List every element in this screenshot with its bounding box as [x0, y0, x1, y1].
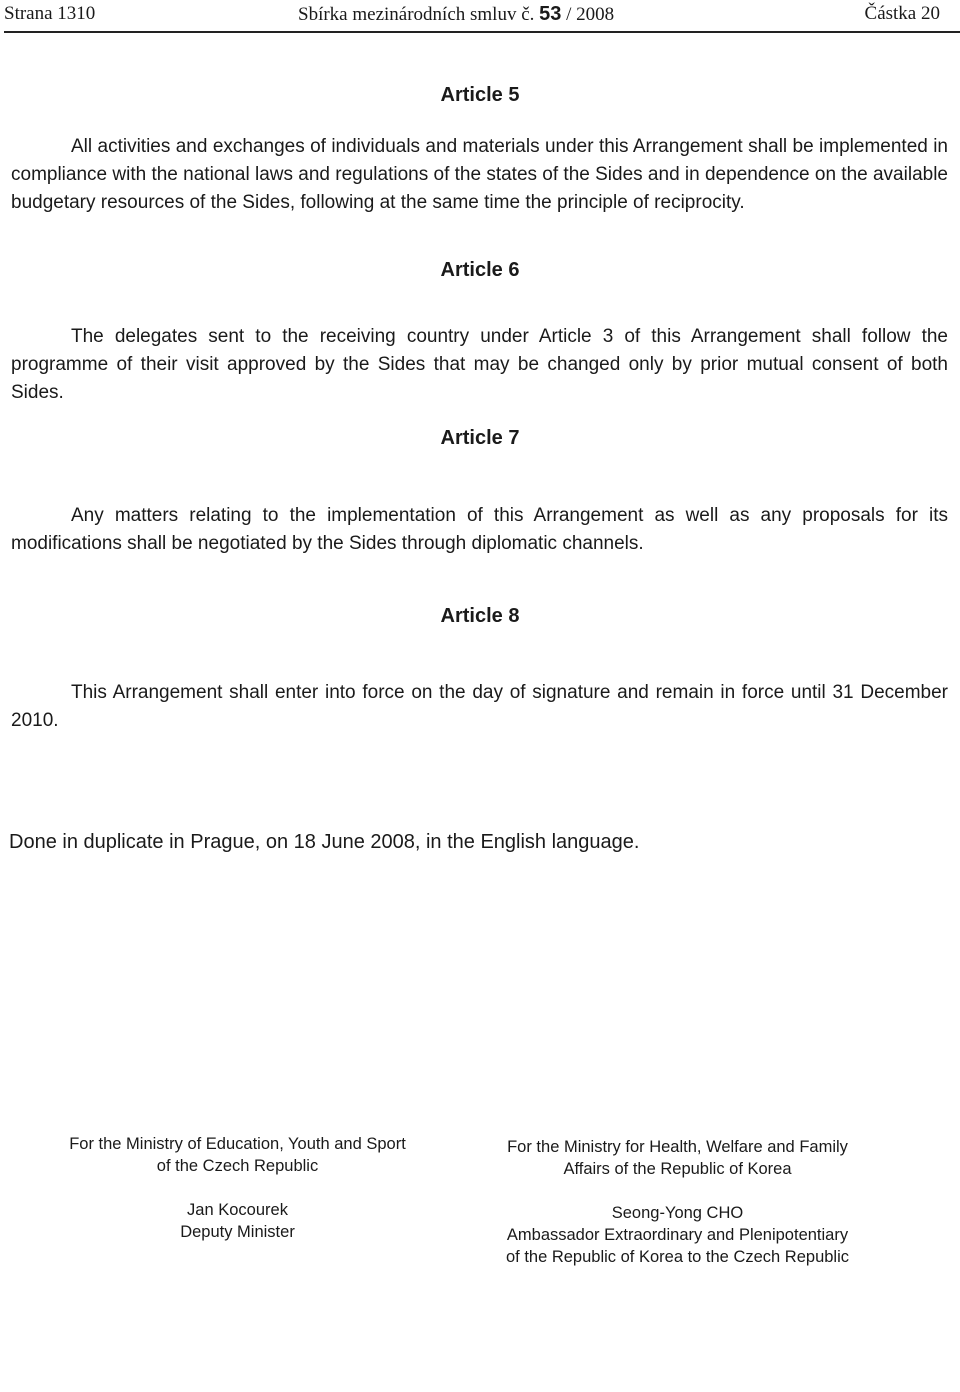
article-5-heading: Article 5 [440, 84, 520, 106]
signatory-title-cont: of the Republic of Korea to the Czech Republic [505, 1248, 850, 1266]
collection-year: / 2008 [566, 4, 615, 25]
article-5-body: All activities and exchanges of individuals and materials under this Arrangement shall be implemented in compliance with the national laws and regulations of the states of the Sides and in dependence on the available budgetary resources of the Sides, following at the same time the principle of reciprocity. [11, 136, 948, 213]
closing-statement: Done in duplicate in Prague, on 18 June 2008, in the English language. [9, 831, 640, 853]
signatory-ministry: For the Ministry of Education, Youth and Sport [69, 1135, 406, 1153]
article-8-text [11, 679, 948, 735]
signatory-title: Deputy Minister [180, 1223, 295, 1241]
collection-title [298, 3, 614, 26]
article-7-body: Any matters relating to the implementation of this Arrangement as well as any proposals for its modifications shall be negotiated by the Sides through diplomatic channels. [11, 505, 948, 554]
article-6-body: The delegates sent to the receiving country under Article 3 of this Arrangement shall follow the programme of their visit approved by the Sides that may be changed only by prior mutual consent of both Sides. [11, 326, 948, 403]
page-number: Strana 1310 [4, 3, 96, 24]
page-header [0, 0, 960, 32]
signatory-title: Ambassador Extraordinary and Plenipotentiary [506, 1226, 849, 1244]
signature-block-czech [40, 1133, 435, 1243]
signatory-country: Affairs of the Republic of Korea [563, 1160, 792, 1178]
article-7-heading: Article 7 [440, 427, 520, 449]
part-number: Částka 20 [864, 3, 940, 24]
article-8-body: This Arrangement shall enter into force on the day of signature and remain in force until 31 December 2010. [11, 682, 948, 731]
signatory-name: Jan Kocourek [187, 1201, 288, 1219]
article-7-text [11, 502, 948, 558]
article-5-text [11, 133, 948, 217]
article-6-text [11, 323, 948, 407]
header-divider [4, 31, 960, 33]
article-6-heading: Article 6 [440, 259, 520, 281]
article-8-heading: Article 8 [440, 605, 520, 627]
signatory-country: of the Czech Republic [156, 1157, 319, 1175]
signature-block-korea [470, 1136, 885, 1268]
collection-name: Sbírka mezinárodních smluv č. [298, 4, 535, 25]
signatory-name: Seong-Yong CHO [611, 1204, 744, 1222]
collection-number: 53 [539, 3, 562, 25]
signatory-ministry: For the Ministry for Health, Welfare and Family [507, 1138, 848, 1156]
